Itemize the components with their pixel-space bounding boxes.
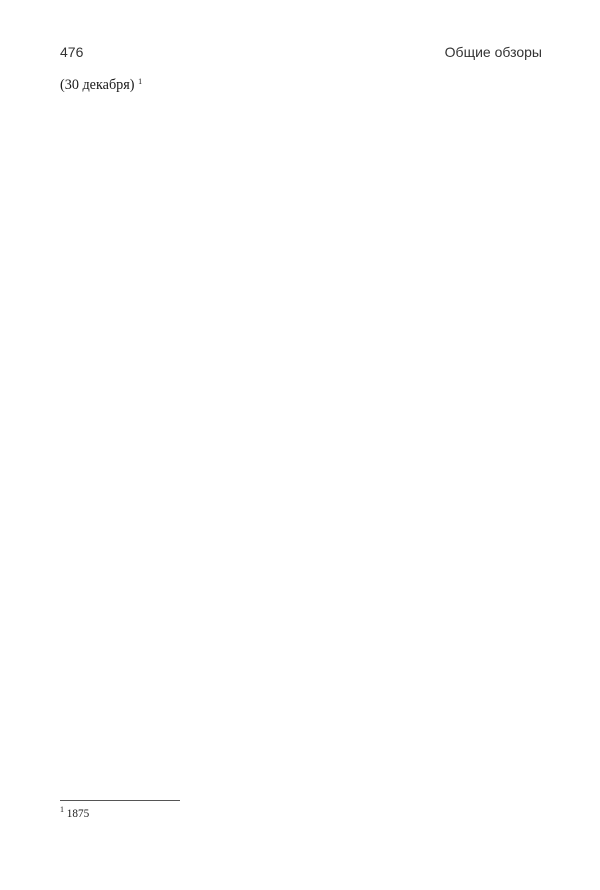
footnote — [60, 807, 542, 822]
footnote-line: 1875 — [66, 808, 90, 820]
body-text — [60, 76, 542, 95]
paragraph — [60, 76, 542, 95]
page-number: 476 — [60, 44, 84, 60]
running-title: Общие обзоры — [444, 44, 542, 60]
text-line: (30 декабря) — [60, 77, 135, 93]
running-head — [60, 44, 542, 64]
footnote-ref: 1 — [138, 77, 143, 86]
footnote-rule — [60, 800, 180, 801]
footnote-number: 1 — [60, 805, 64, 814]
